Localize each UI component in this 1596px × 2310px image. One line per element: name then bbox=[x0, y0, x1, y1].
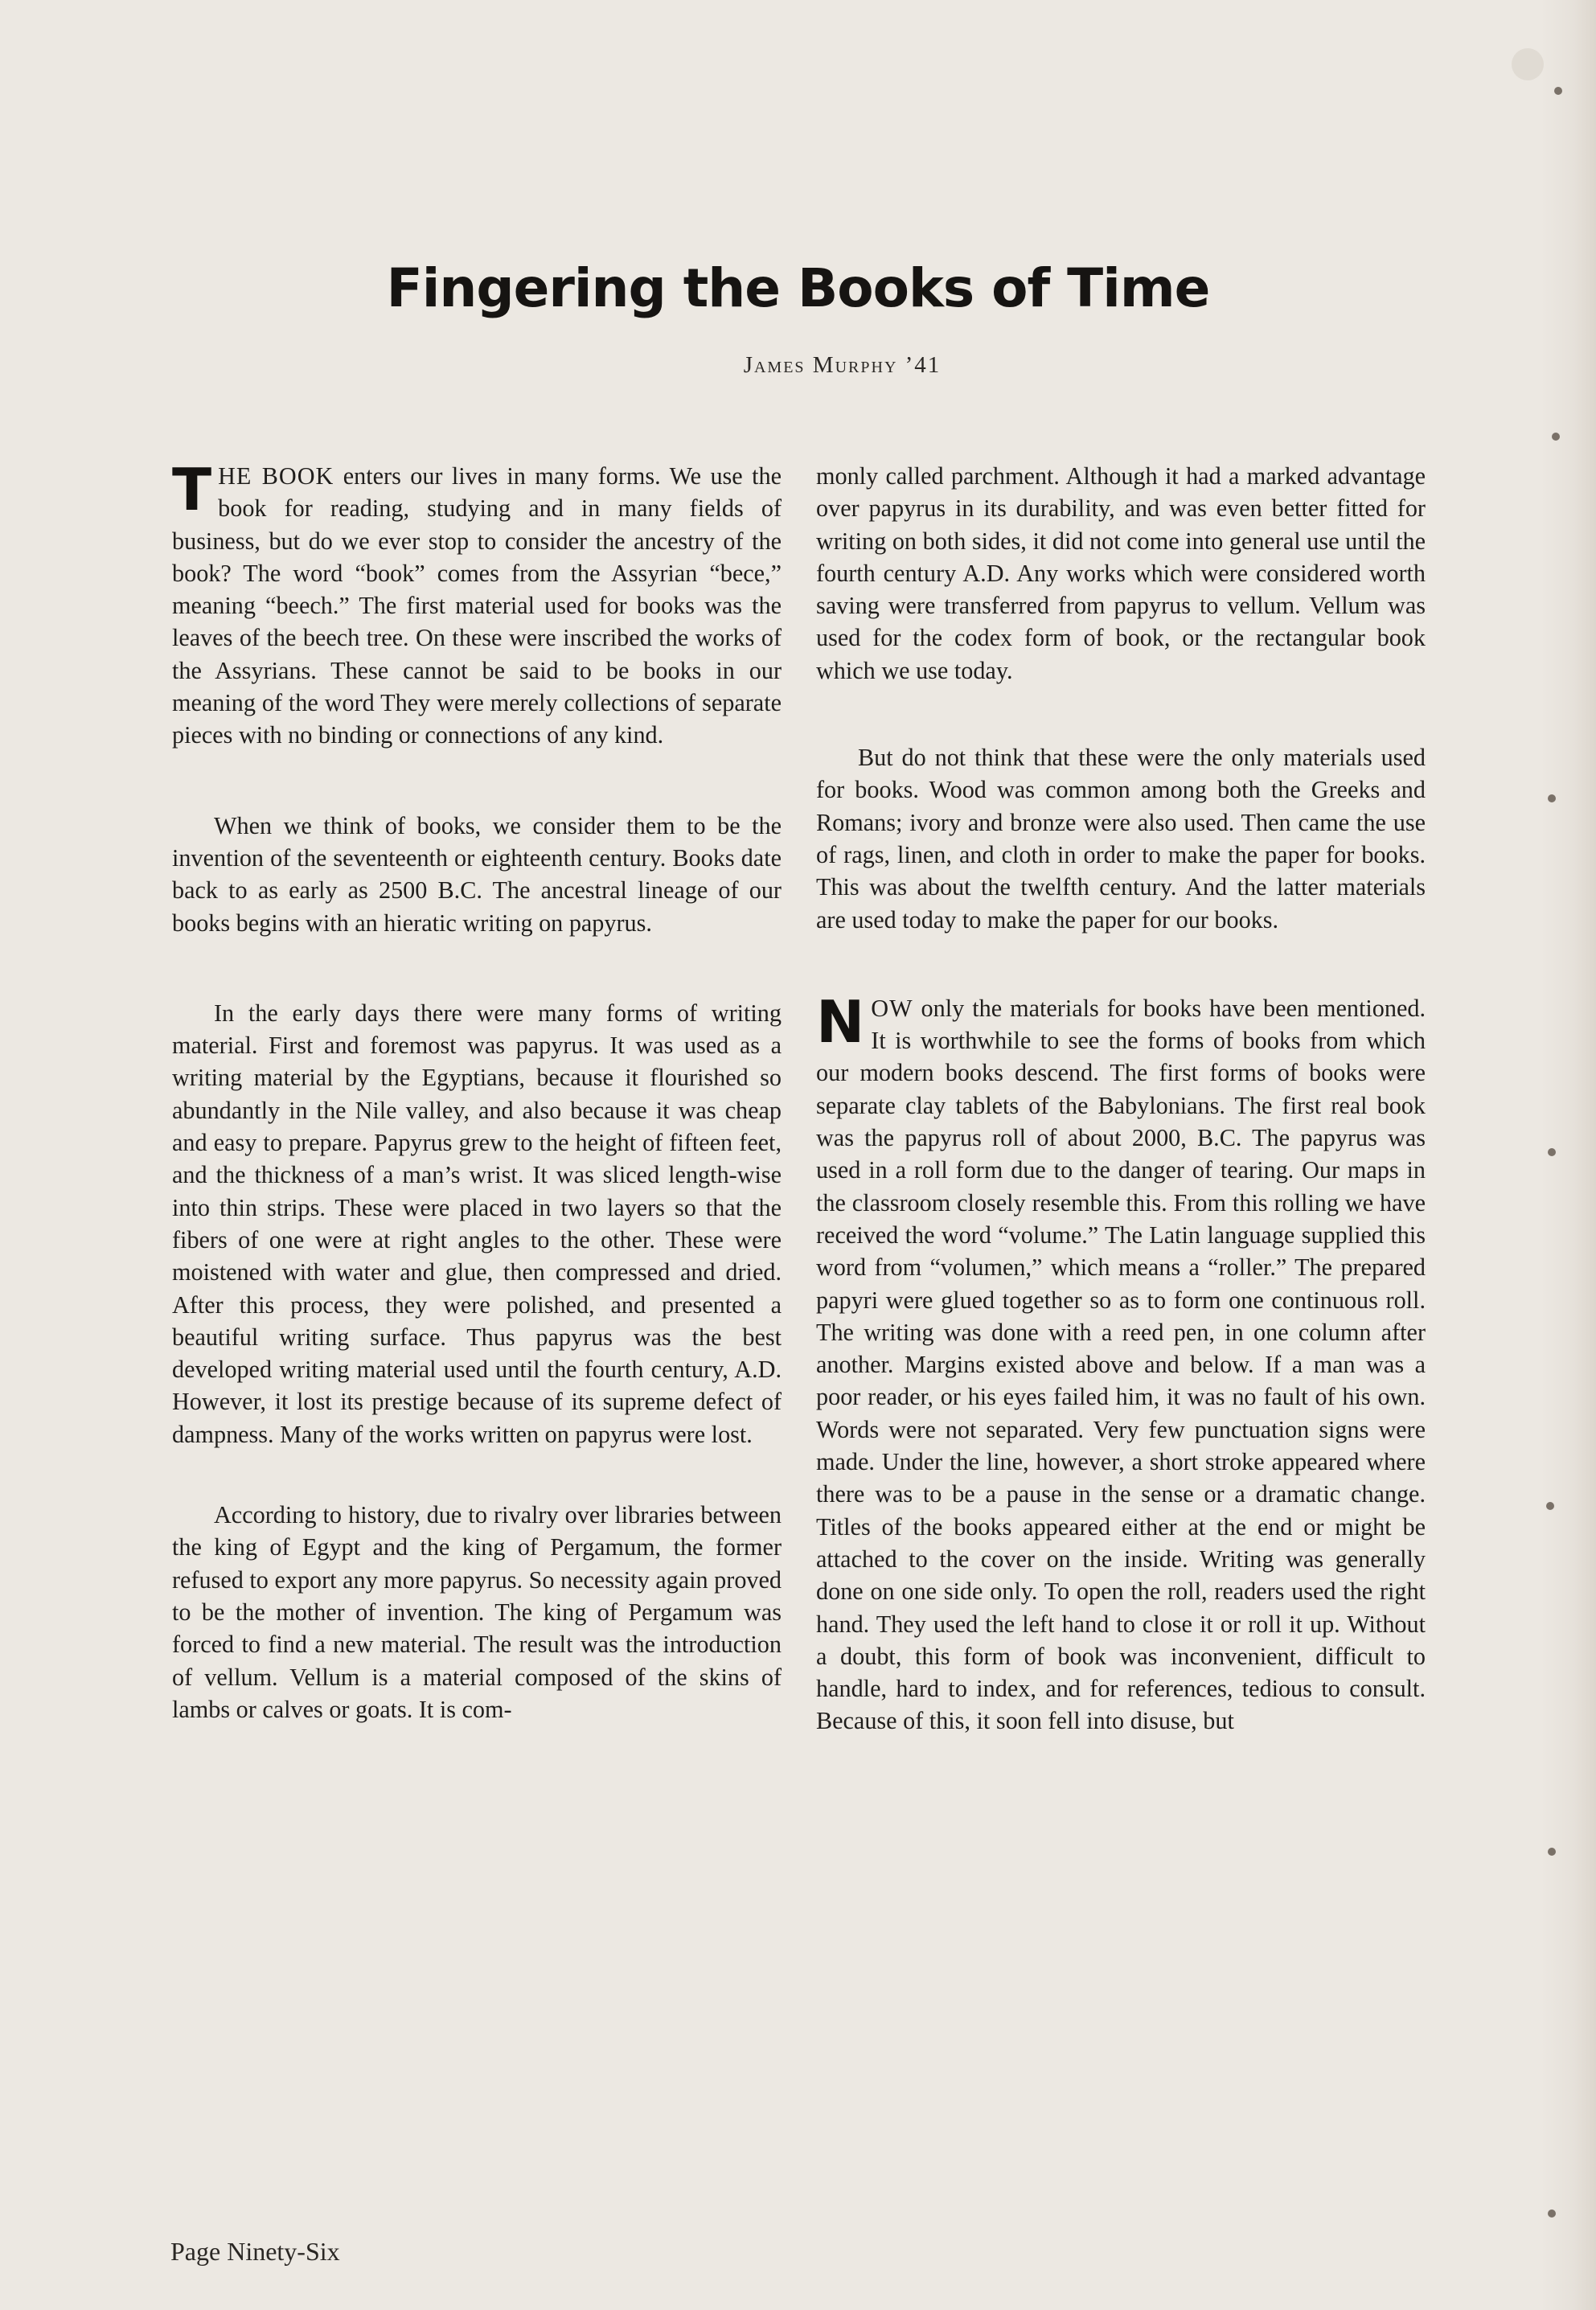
paragraph bbox=[172, 456, 782, 752]
paragraph: But do not think that these were the only materials used for books. Wood was common among both the Greeks and Romans; ivory and bronze were also used. Then came the use of rags, linen, and cloth in order to make the paper for books. This was about the twelfth century. And the latter materials are used today to make the paper for our books. bbox=[816, 744, 1426, 933]
drop-cap: T bbox=[172, 456, 212, 523]
binding-hole bbox=[1548, 1848, 1556, 1856]
binding-hole bbox=[1552, 433, 1560, 441]
left-column bbox=[172, 456, 782, 1756]
paragraph bbox=[816, 987, 1426, 1738]
paper-stain bbox=[1512, 48, 1544, 80]
article-title: Fingering the Books of Time bbox=[386, 257, 1210, 319]
paragraph-text: enters our lives in many forms. We use the book for reading, studying and in many fields of business, but do we ever stop to consider the ancestry of the book? The word “book” comes from the Assyrian “bece,” meaning “beech.” The first material used for books was the leaves of the beech tree. On these were inscribed the works of the Assyrians. These cannot be said to be books in our meaning of the word They were merely collections of separate pieces with no binding or connections of any kind. bbox=[172, 462, 782, 749]
page-number: Page Ninety-Six bbox=[170, 2237, 340, 2266]
binding-hole bbox=[1546, 1502, 1554, 1510]
binding-hole bbox=[1548, 1148, 1556, 1156]
paragraph: According to history, due to rivalry over libraries between the king of Egypt and the king of Pergamum, the former refused to export any more papyrus. So necessity again proved to be the mother of invention. The king of Pergamum was forced to find a new material. The result was the introduction of vellum. Vellum is a material composed of the skins of lambs or calves or goats. It is com- bbox=[172, 1501, 782, 1723]
article-byline: James Murphy ’41 bbox=[743, 352, 942, 378]
right-column bbox=[816, 460, 1426, 1768]
binding-hole bbox=[1554, 87, 1562, 95]
drop-cap: N bbox=[816, 987, 865, 1056]
paragraph: When we think of books, we consider them to be the invention of the seventeenth or eighteenth century. Books date back to as early as 2500 B.C. The ancestral lineage of our books begins with an hieratic writing on papyrus. bbox=[172, 811, 782, 937]
binding-hole bbox=[1548, 794, 1556, 802]
paragraph: monly called parchment. Although it had a marked advantage over papyrus in its durability, and was even better fitted for writing on both sides, it did not come into general use until the fourth century A.D. Any works which were considered worth saving were transferred from papyrus to vellum. Vellum was used for the codex form of book, or the rectangular book which we use today. bbox=[816, 462, 1426, 684]
lead-in: OW bbox=[871, 994, 913, 1022]
paragraph: In the early days there were many forms of writing material. First and foremost was papyrus. It was used as a writing material by the Egyptians, because it flourished so abundantly in the Nile valley, and also because it was cheap and easy to prepare. Papyrus grew to the height of fifteen feet, and the thickness of a man’s wrist. It was sliced length-wise into thin strips. These were placed in two layers so that the fibers of one were at right angles to the other. These were moistened with water and glue, then compressed and dried. After this process, they were polished, and presented a beautiful writing surface. Thus papyrus was the best developed writing material used until the fourth century, A.D. However, it lost its prestige because of its supreme defect of dampness. Many of the works written on papyrus were lost. bbox=[172, 999, 782, 1448]
lead-in: HE BOOK bbox=[218, 462, 334, 490]
paragraph-text: only the materials for books have been mentioned. It is worthwhile to see the forms of books from which our modern books descend. The first forms of books were separate clay tablets of the Babylonians. The first real book was the papyrus roll of about 2000, B.C. The papyrus was used in a roll form due to the danger of tearing. Our maps in the classroom closely resemble this. From this rolling we have received the word “volume.” The Latin language supplied this word from “volumen,” which means a “roller.” The prepared papyri were glued together so as to form one continuous roll. The writing was done with a reed pen, in one column after another. Margins existed above and below. If a man was a poor reader, or his eyes failed him, it was no fault of his own. Words were not separated. Very few punctuation signs were made. Under the line, however, a short stroke appeared where there was to be a pause in the sense or a dramatic change. Titles of the books appeared either at the end or might be attached to the cover on the inside. Writing was generally done on one side only. To open the roll, readers used the right hand. They used the left hand to close it or roll it up. Without a doubt, this form of book was inconvenient, difficult to handle, hard to index, and for references, tedious to consult. Because of this, it soon fell into disuse, but bbox=[816, 994, 1426, 1735]
binding-hole bbox=[1548, 2209, 1556, 2218]
